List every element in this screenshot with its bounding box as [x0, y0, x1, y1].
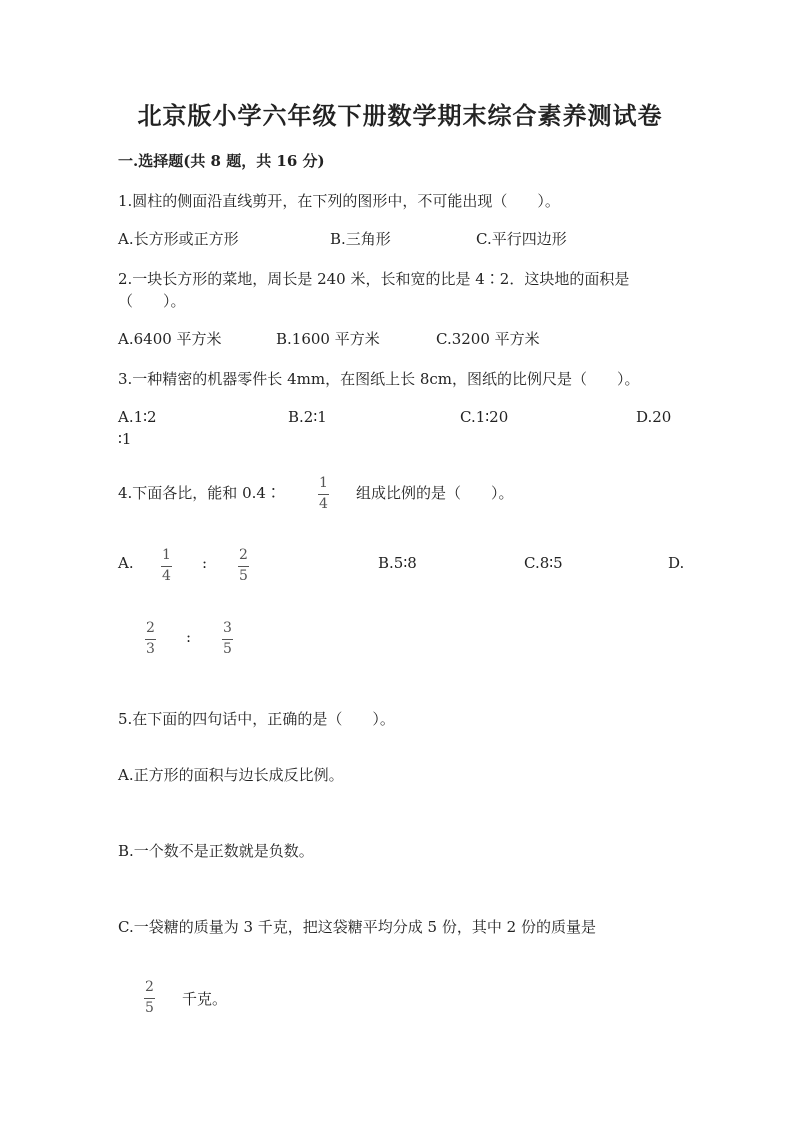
fraction-bar [145, 639, 156, 640]
question-4-stem-fraction [318, 476, 329, 512]
question-1-option-b[interactable]: B.三角形 [330, 230, 391, 248]
question-1-stem: 1.圆柱的侧面沿直线剪开，在下列的图形中，不可能出现（ ）。 [118, 192, 560, 210]
question-2-stem-line2: （ ）。 [118, 292, 186, 310]
question-3-option-a[interactable]: A.1∶2 [118, 408, 157, 426]
question-3-option-d[interactable]: D.20 [636, 408, 672, 426]
fraction-denominator: 5 [239, 568, 248, 584]
question-3-stem: 3.一种精密的机器零件长 4mm，在图纸上长 8cm，图纸的比例尺是（ ）。 [118, 370, 640, 388]
question-4-option-a-label[interactable]: A. [118, 554, 134, 572]
question-2-stem-line1: 2.一块长方形的菜地，周长是 240 米，长和宽的比是 4∶2．这块地的面积是 [118, 270, 630, 288]
question-5-option-c-suffix: 千克。 [182, 990, 228, 1008]
question-2-option-a[interactable]: A.6400 平方米 [118, 330, 222, 348]
fraction-numerator: 2 [239, 547, 248, 563]
fraction-denominator: 3 [146, 641, 155, 657]
fraction-bar [318, 494, 329, 495]
fraction-denominator: 4 [162, 568, 171, 584]
fraction-numerator: 2 [146, 620, 155, 636]
question-4-stem-suffix: 组成比例的是（ ）。 [356, 484, 514, 502]
question-4-option-c[interactable]: C.8∶5 [524, 554, 563, 572]
question-4-stem-prefix: 4.下面各比，能和 0.4∶ [118, 484, 281, 502]
fraction-numerator: 1 [319, 475, 328, 491]
fraction-numerator: 1 [162, 547, 171, 563]
question-5-option-c[interactable]: C.一袋糖的质量为 3 千克，把这袋糖平均分成 5 份，其中 2 份的质量是 [118, 918, 596, 936]
question-5-option-a[interactable]: A.正方形的面积与边长成反比例。 [118, 766, 344, 784]
question-5-option-b[interactable]: B.一个数不是正数就是负数。 [118, 842, 314, 860]
question-4-option-d-fraction-2 [222, 621, 233, 657]
fraction-denominator: 4 [319, 496, 328, 512]
fraction-numerator: 3 [223, 620, 232, 636]
question-4-option-d-colon: : [186, 628, 192, 646]
question-4-option-a-fraction-1 [161, 548, 172, 584]
question-4-option-a-fraction-2 [238, 548, 249, 584]
question-2-option-c[interactable]: C.3200 平方米 [436, 330, 540, 348]
fraction-bar [144, 998, 155, 999]
fraction-bar [222, 639, 233, 640]
question-5-option-c-fraction [144, 980, 155, 1016]
question-1-option-c[interactable]: C.平行四边形 [476, 230, 567, 248]
question-1-option-a[interactable]: A.长方形或正方形 [118, 230, 239, 248]
question-4-option-b[interactable]: B.5∶8 [378, 554, 417, 572]
page-title: 北京版小学六年级下册数学期末综合素养测试卷 [137, 101, 663, 130]
fraction-bar [161, 566, 172, 567]
question-4-option-d-label[interactable]: D. [668, 554, 685, 572]
fraction-bar [238, 566, 249, 567]
question-4-option-a-colon: : [202, 554, 208, 572]
question-2-option-b[interactable]: B.1600 平方米 [276, 330, 380, 348]
question-5-stem: 5.在下面的四句话中，正确的是（ ）。 [118, 710, 395, 728]
question-3-option-b[interactable]: B.2∶1 [288, 408, 327, 426]
fraction-denominator: 5 [145, 1000, 154, 1016]
question-3-option-c[interactable]: C.1∶20 [460, 408, 509, 426]
fraction-denominator: 5 [223, 641, 232, 657]
question-4-option-d-fraction-1 [145, 621, 156, 657]
question-3-option-d-cont: ∶1 [118, 430, 132, 448]
section-heading: 一.选择题(共 8 题，共 16 分) [118, 152, 325, 170]
fraction-numerator: 2 [145, 979, 154, 995]
